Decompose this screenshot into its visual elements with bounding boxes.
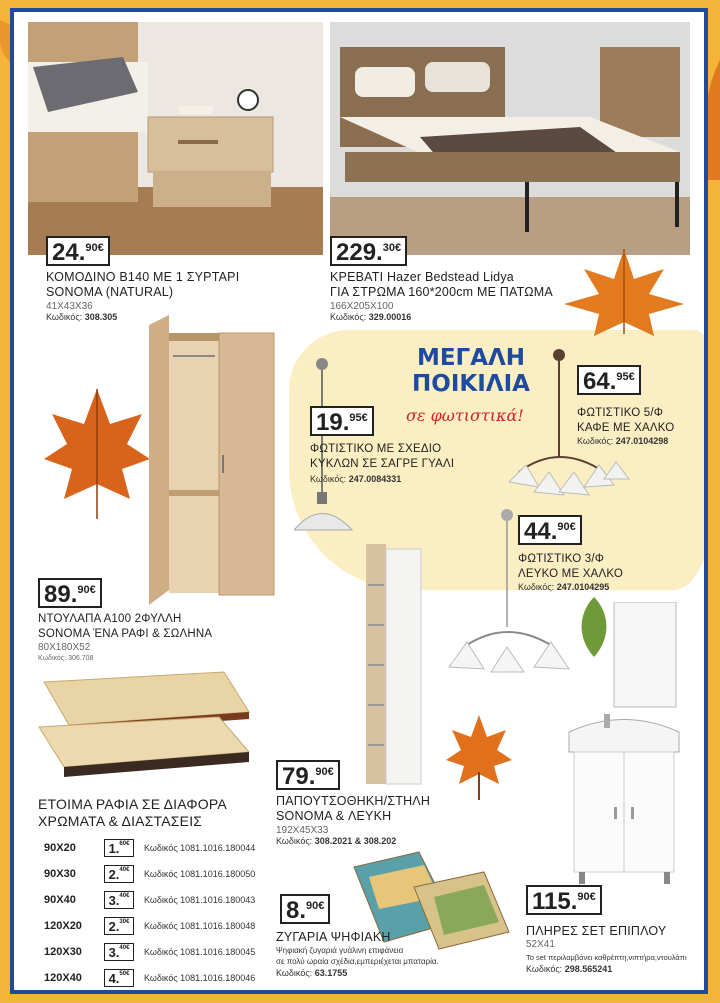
lamp-glass-name: ΦΩΤΙΣΤΙΚΟ ΜΕ ΣΧΕΔΙΟ ΚΥΚΛΩΝ ΣΕ ΣΑΓΡΕ ΓΥΑΛΙ — [310, 443, 455, 470]
price-main: 8. — [286, 897, 307, 924]
price-main: 89. — [44, 581, 78, 608]
shelf-row — [44, 942, 255, 962]
price-main: 64. — [583, 368, 617, 395]
price-decimal: 30€ — [382, 242, 402, 254]
price-main: 3. — [108, 893, 120, 908]
shelf-code: Κωδικός 1081.1016.180050 — [144, 869, 256, 879]
price-main: 115. — [532, 888, 578, 915]
lamp5-name: ΦΩΤΙΣΤΙΚΟ 5/Φ ΚΑΦΕ ΜΕ ΧΑΛΚΟ — [577, 407, 675, 434]
maple-leaf-icon — [554, 244, 694, 339]
price-decimal: 90€ — [77, 584, 96, 596]
shelf-size: 90Χ40 — [44, 894, 76, 906]
lamp-glass-price-tag — [310, 406, 374, 436]
price-main: 3. — [108, 945, 120, 960]
shelves-title: ΕΤΟΙΜΑ ΡΑΦΙΑ ΣΕ ΔΙΑΦΟΡΑ ΧΡΩΜΑΤΑ & ΔΙΑΣΤΑΣΕΙΣ — [38, 796, 227, 829]
price-decimal: 95€ — [616, 371, 635, 383]
bed-price-tag — [330, 236, 407, 266]
bed-photo — [330, 22, 690, 255]
wardrobe-name: ΝΤΟΥΛΑΠΑ Α100 2ΦΥΛΛΗ SONOMA ΈΝΑ ΡΑΦΙ & ΣΩΛΗΝΑ — [38, 613, 213, 640]
shelf-price-tag — [104, 891, 134, 909]
shelf-price-tag — [104, 943, 134, 961]
lamp3-code: Κωδικός: 247.0104295 — [518, 582, 610, 592]
bath-set-name: ΠΛΗΡΕΣ ΣΕΤ ΕΠΙΠΛΟΥ — [526, 924, 667, 938]
wardrobe-price-tag — [38, 578, 102, 608]
bed-code: Κωδικός: 329.00016 — [330, 312, 412, 322]
promo-tagline: σε φωτιστικά! — [406, 406, 524, 425]
shelf-code: Κωδικός 1081.1016.180048 — [144, 921, 256, 931]
flyer-page — [10, 8, 708, 994]
shelf-row — [44, 916, 255, 936]
shelf-price-tag — [104, 969, 134, 987]
price-main: 24. — [52, 239, 86, 266]
lamp5-price-tag — [577, 365, 641, 395]
shelf-size: 120Χ30 — [44, 946, 82, 958]
nightstand-photo — [28, 22, 323, 255]
shoe-rack-name: ΠΑΠΟΥΤΣΟΘΗΚΗ/ΣΤΗΛΗ SONOMA & ΛΕΥΚΗ — [276, 794, 431, 823]
bed-dimensions: 166Χ205Χ100 — [330, 301, 394, 312]
shelf-row — [44, 890, 255, 910]
lamp3-name: ΦΩΤΙΣΤΙΚΟ 3/Φ ΛΕΥΚΟ ΜΕ ΧΑΛΚΟ — [518, 553, 624, 580]
price-decimal: 95€ — [349, 412, 368, 424]
shelf-row — [44, 968, 255, 988]
price-decimal: 30€ — [119, 919, 130, 925]
shelf-size: 120Χ20 — [44, 920, 82, 932]
shoe-rack-photo — [356, 544, 426, 789]
scale-description: Ψηφιακή ζυγαριά γυάλινη επιφάνεια σε πολύ ωραία σχέδια,εμπεριέχεται μπαταρία. — [276, 946, 439, 966]
price-decimal: 90€ — [315, 766, 334, 778]
shelf-code: Κωδικός 1081.1016.180046 — [144, 973, 256, 983]
scale-name: ΖΥΓΑΡΙΑ ΨΗΦΙΑΚΗ — [276, 930, 391, 944]
shelf-boards-photo — [34, 667, 254, 782]
price-main: 2. — [108, 867, 120, 882]
wardrobe-photo — [129, 315, 279, 607]
shelf-size: 90Χ30 — [44, 868, 76, 880]
shelf-price-tag — [104, 839, 134, 857]
scale-price-tag — [280, 894, 330, 924]
maple-leaf-icon — [444, 712, 514, 802]
nightstand-dimensions: 41Χ43Χ36 — [46, 301, 93, 312]
shelf-code: Κωδικός 1081.1016.180044 — [144, 843, 256, 853]
price-main: 2. — [108, 919, 120, 934]
price-decimal: 90€ — [577, 891, 596, 903]
price-decimal: 40€ — [119, 893, 130, 899]
shoe-rack-code: Κωδικός: 308.2021 & 308.202 — [276, 836, 397, 846]
bath-set-dimensions: 52Χ41 — [526, 939, 555, 950]
shelf-row — [44, 864, 255, 884]
shelf-size: 90Χ20 — [44, 842, 76, 854]
bed-name: ΚΡΕΒΑΤΙ Hazer Bedstead Lidya ΓΙΑ ΣΤΡΩΜΑ 160*200cm ΜΕ ΠΑΤΩΜΑ — [330, 270, 553, 299]
scale-code: Κωδικός: 63.1755 — [276, 968, 348, 978]
price-decimal: 90€ — [85, 242, 104, 254]
lamp3-price-tag — [518, 515, 582, 545]
price-decimal: 40€ — [119, 945, 130, 951]
bath-set-code: Κωδικός: 298.565241 — [526, 964, 613, 974]
shoe-rack-dimensions: 192Χ45Χ33 — [276, 825, 329, 836]
shelf-size: 120Χ40 — [44, 972, 82, 984]
shelf-code: Κωδικός 1081.1016.180045 — [144, 947, 256, 957]
nightstand-code: Κωδικός: 308.305 — [46, 312, 118, 322]
bath-set-price-tag — [526, 885, 602, 915]
price-main: 229. — [336, 239, 383, 266]
lamp-glass-code: Κωδικός: 247.0084331 — [310, 474, 402, 484]
lamp5-code: Κωδικός: 247.0104298 — [577, 436, 669, 446]
promo-headline: ΜΕΓΑΛΗ ΠΟΙΚΙΛΙΑ — [412, 345, 530, 397]
price-main: 79. — [282, 763, 316, 790]
price-main: 1. — [108, 841, 120, 856]
shelf-code: Κωδικός 1081.1016.180043 — [144, 895, 256, 905]
wardrobe-dimensions: 80Χ180Χ52 — [38, 642, 91, 653]
shelf-price-tag — [104, 865, 134, 883]
price-decimal: 60€ — [119, 841, 130, 847]
nightstand-price-tag — [46, 236, 110, 266]
nightstand-name: ΚΟΜΟΔΙΝΟ Β140 ΜΕ 1 ΣΥΡΤΑΡΙ SONOMA (NATURAL) — [46, 270, 240, 299]
price-decimal: 90€ — [306, 900, 325, 912]
price-decimal: 40€ — [119, 867, 130, 873]
shoe-rack-price-tag — [276, 760, 340, 790]
shelf-price-tag — [104, 917, 134, 935]
bathroom-vanity-photo — [554, 602, 694, 897]
wardrobe-code: Κωδικός: 306.708 — [38, 655, 94, 662]
shelf-row — [44, 838, 255, 858]
bath-set-description: Το set περιλαμβάνει καθρέπτη,νιπτήρα,ντουλάπι — [526, 953, 687, 962]
price-main: 44. — [524, 518, 558, 545]
price-decimal: 90€ — [557, 521, 576, 533]
price-decimal: 50€ — [119, 971, 130, 977]
price-main: 19. — [316, 409, 350, 436]
price-main: 4. — [108, 971, 120, 986]
